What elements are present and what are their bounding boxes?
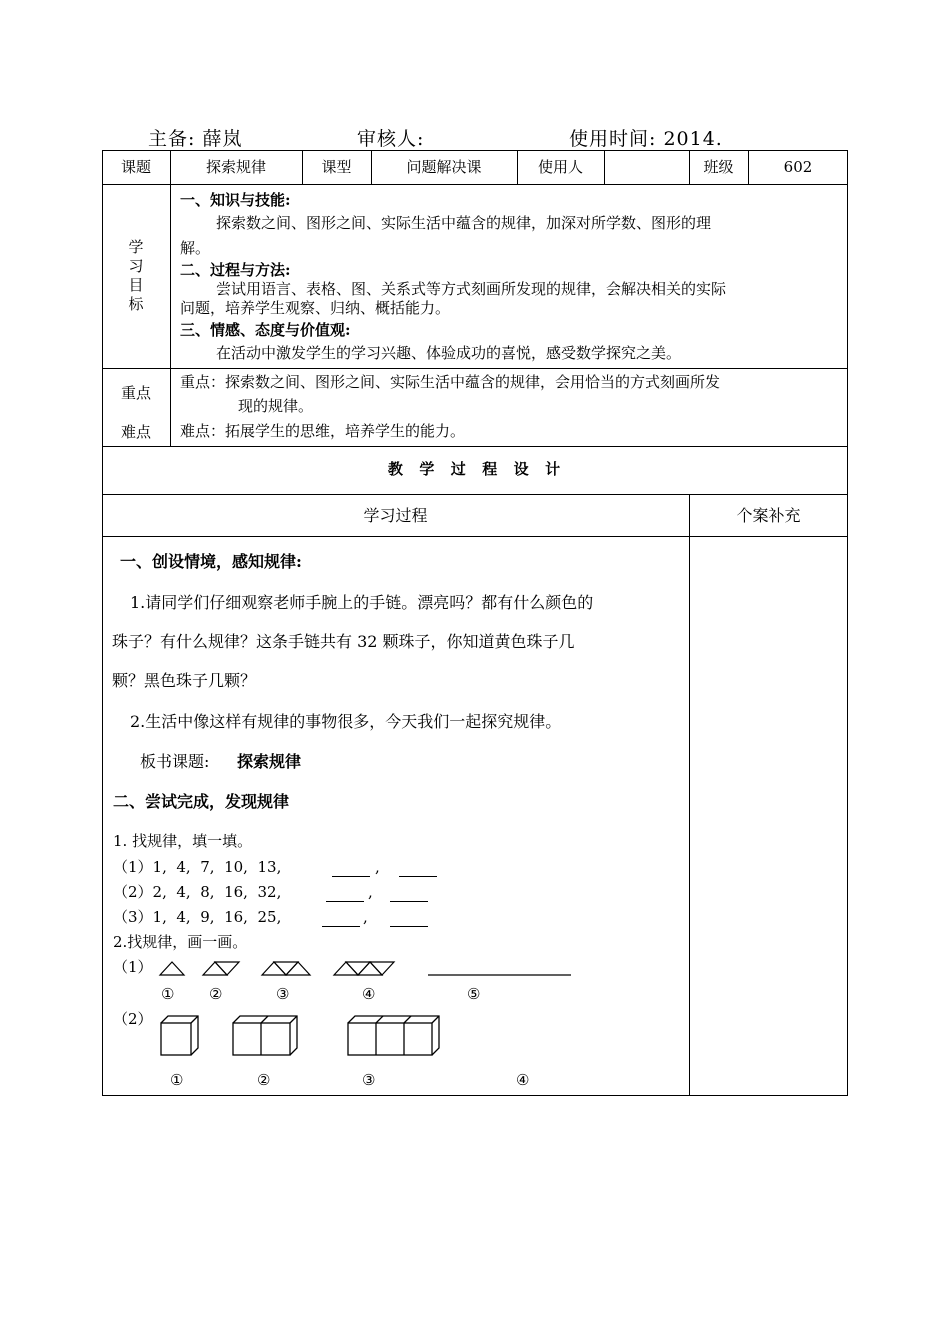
difficult-point-label: 难点 xyxy=(120,423,151,441)
process-column-header: 学习过程 xyxy=(363,506,428,525)
reviewer: 审核人: xyxy=(357,128,425,150)
paragraph-2: 2.生活中像这样有规律的事物很多，今天我们一起探究规律。 xyxy=(130,712,562,731)
sequence-3: （3）1, 4, 9, 16, 25, xyxy=(113,908,282,926)
use-time: 使用时间: 2014. xyxy=(569,128,723,150)
type-value: 问题解决课 xyxy=(406,158,482,176)
circled-number: ④ xyxy=(362,985,376,1003)
comma: , xyxy=(363,908,368,926)
circled-number: ④ xyxy=(516,1071,530,1089)
objective-text-3: 在活动中激发学生的学习兴趣、体验成功的喜悦，感受数学探究之美。 xyxy=(216,344,682,362)
objective-heading-3: 三、情感、态度与价值观: xyxy=(180,321,351,339)
objective-text-1b: 解。 xyxy=(180,239,211,257)
objective-heading-2: 二、过程与方法: xyxy=(180,261,291,279)
type-label: 课型 xyxy=(321,158,352,176)
comma: , xyxy=(375,858,380,876)
objective-label-char: 学 xyxy=(128,238,144,256)
class-value: 602 xyxy=(783,158,813,176)
paragraph-1b: 珠子？有什么规律？这条手链共有 32 颗珠子，你知道黄色珠子几 xyxy=(112,632,575,651)
circled-number: ① xyxy=(170,1071,184,1089)
design-title: 教 学 过 程 设 计 xyxy=(387,460,563,478)
preparer: 主备: 薛岚 xyxy=(148,128,243,150)
board-topic: 探索规律 xyxy=(237,752,302,771)
objective-heading-1: 一、知识与技能: xyxy=(180,191,291,209)
objective-label-char: 目 xyxy=(128,276,144,294)
objective-label-char: 标 xyxy=(128,295,144,313)
sequence-1: （1）1, 4, 7, 10, 13, xyxy=(113,858,282,876)
difficult-point-text: 难点：拓展学生的思维，培养学生的能力。 xyxy=(180,422,466,440)
board-label: 板书课题: xyxy=(140,752,210,771)
objective-text-2a: 尝试用语言、表格、图、关系式等方式刻画所发现的规律，会解决相关的实际 xyxy=(216,280,727,298)
paragraph-1a: 1.请同学们仔细观察老师手腕上的手链。漂亮吗？都有什么颜色的 xyxy=(130,593,594,612)
topic-label: 课题 xyxy=(120,158,151,176)
question-1: 1. 找规律，填一填。 xyxy=(113,832,253,850)
comma: , xyxy=(368,883,373,901)
paragraph-1c: 颗？黑色珠子几颗？ xyxy=(112,671,257,690)
circled-number: ② xyxy=(209,985,223,1003)
circled-number: ① xyxy=(161,985,175,1003)
topic-value: 探索规律 xyxy=(205,158,266,176)
key-point-text-cont: 现的规律。 xyxy=(238,397,314,415)
user-label: 使用人 xyxy=(537,158,583,176)
key-point-label: 重点 xyxy=(120,384,151,402)
drawing-2-label: （2） xyxy=(113,1010,153,1028)
objective-label-char: 习 xyxy=(128,257,144,275)
circled-number: ③ xyxy=(276,985,290,1003)
question-2: 2.找规律，画一画。 xyxy=(113,933,248,951)
cube-figure-1 xyxy=(161,1016,198,1055)
circled-number: ③ xyxy=(362,1071,376,1089)
supplement-column-header: 个案补充 xyxy=(736,506,801,525)
section-1-title: 一、创设情境，感知规律: xyxy=(120,552,302,571)
objective-text-1a: 探索数之间、图形之间、实际生活中蕴含的规律，加深对所学数、图形的理 xyxy=(216,214,712,232)
class-label: 班级 xyxy=(703,158,734,176)
objective-text-2b: 问题，培养学生观察、归纳、概括能力。 xyxy=(180,299,451,317)
circled-number: ② xyxy=(257,1071,271,1089)
drawing-1-label: （1） xyxy=(113,958,153,976)
section-2-title: 二、尝试完成，发现规律 xyxy=(113,792,290,811)
cube-figure-2 xyxy=(233,1016,297,1055)
sequence-2: （2）2, 4, 8, 16, 32, xyxy=(113,883,282,901)
circled-number: ⑤ xyxy=(467,985,481,1003)
cube-figure-3 xyxy=(348,1016,439,1055)
key-point-text: 重点：探索数之间、图形之间、实际生活中蕴含的规律，会用恰当的方式刻画所发 xyxy=(180,373,721,391)
